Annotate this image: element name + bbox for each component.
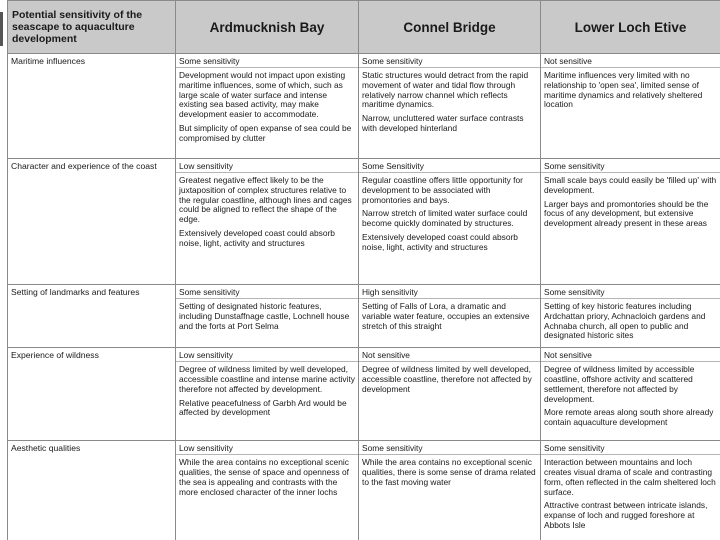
- assessment-cell-connel-bridge: [359, 54, 541, 159]
- row-criterion-label: Aesthetic qualities: [8, 441, 176, 540]
- sensitivity-level: Some sensitivity: [541, 443, 720, 455]
- site-header-lower-loch-etive: Lower Loch Etive: [541, 1, 720, 54]
- assessment-paragraph: Maritime influences very limited with no relationship to 'open sea', limited sense of maritime dynamics and relatively sheltered location: [544, 70, 703, 110]
- assessment-cell-connel-bridge: [359, 441, 541, 540]
- assessment-paragraph: Static structures would detract from the rapid movement of water and tidal flow through relatively narrow channel which reflects maritime dynamics.: [362, 70, 529, 110]
- assessment-paragraph: Setting of Falls of Lora, a dramatic and variable water feature, occupies an extensive stretch of this straight: [362, 301, 530, 331]
- sensitivity-level: Some sensitivity: [541, 161, 720, 173]
- assessment-cell-lower-loch-etive: [541, 159, 720, 285]
- assessment-paragraph: Small scale bays could easily be 'filled up' with development.: [544, 175, 717, 195]
- assessment-paragraph: Interaction between mountains and loch creates visual drama of scale and contrasting form, often reflected in the calm sheltered loch surface.: [544, 457, 716, 497]
- assessment-cell-ardmucknish-bay: [176, 348, 359, 441]
- assessment-cell-connel-bridge: [359, 285, 541, 348]
- site-header-ardmucknish-bay: Ardmucknish Bay: [176, 1, 359, 54]
- assessment-paragraph: Narrow, uncluttered water surface contrasts with developed hinterland: [362, 113, 524, 133]
- assessment-paragraph: Setting of designated historic features, including Dunstaffnage castle, Lochnell house and the forts at Port Selma: [179, 301, 350, 331]
- assessment-cell-ardmucknish-bay: [176, 285, 359, 348]
- assessment-paragraph: Larger bays and promontories should be the focus of any development, but extensive development already present in these areas: [544, 198, 709, 229]
- assessment-paragraph: Extensively developed coast could absorb noise, light, activity and structures: [362, 231, 518, 252]
- assessment-paragraph: Regular coastline offers little opportunity for development to be associated with promontories and bays.: [362, 175, 523, 205]
- sensitivity-level: Not sensitive: [359, 350, 540, 362]
- table-row: [8, 441, 720, 540]
- assessment-cell-lower-loch-etive: [541, 441, 720, 540]
- row-criterion-label: Experience of wildness: [8, 348, 176, 441]
- assessment-cell-ardmucknish-bay: [176, 441, 359, 540]
- row-criterion-label: Maritime influences: [8, 54, 176, 159]
- sensitivity-level: Some sensitivity: [176, 56, 358, 68]
- sensitivity-level: High sensitivity: [359, 287, 540, 299]
- row-criterion-label: Character and experience of the coast: [8, 159, 176, 285]
- site-header-connel-bridge: Connel Bridge: [359, 1, 541, 54]
- assessment-paragraph: While the area contains no exceptional scenic qualities, the sense of space and openness of the sea is appealing and contrasts with the more enclosed character of the inner lochs: [179, 457, 349, 497]
- left-edge-mark: [0, 12, 3, 46]
- table-header-row: [8, 1, 720, 54]
- sensitivity-level: Some Sensitivity: [359, 161, 540, 173]
- table-row: [8, 54, 720, 159]
- row-criterion-label: Setting of landmarks and features: [8, 285, 176, 348]
- assessment-cell-lower-loch-etive: [541, 348, 720, 441]
- assessment-paragraph: Extensively developed coast could absorb noise, light, activity and structures: [179, 227, 335, 248]
- assessment-paragraph: Greatest negative effect likely to be the juxtaposition of complex structures relative to the regular coastline, although lines and cages could be aligned to reflect the shape of the edge.: [179, 175, 352, 225]
- assessment-cell-connel-bridge: [359, 348, 541, 441]
- assessment-paragraph: Narrow stretch of limited water surface could become quickly dominated by structures.: [362, 208, 528, 229]
- sensitivity-level: Some sensitivity: [541, 287, 720, 299]
- sensitivity-level: Not sensitive: [541, 56, 720, 68]
- sensitivity-level: Low sensitivity: [176, 350, 358, 362]
- sensitivity-level: Some sensitivity: [359, 443, 540, 455]
- assessment-cell-lower-loch-etive: [541, 54, 720, 159]
- criterion-header: Potential sensitivity of the seascape to aquaculture development: [8, 1, 176, 54]
- sensitivity-level: Not sensitive: [541, 350, 720, 362]
- assessment-paragraph: Degree of wildness limited by well developed, accessible coastline, therefore not affected by development: [362, 364, 532, 394]
- assessment-cell-connel-bridge: [359, 159, 541, 285]
- sensitivity-level: Some sensitivity: [359, 56, 540, 68]
- table-row: [8, 159, 720, 285]
- assessment-cell-lower-loch-etive: [541, 285, 720, 348]
- assessment-paragraph: Attractive contrast between intricate islands, expanse of loch and rugged foreshore at Abbots Isle: [544, 500, 708, 530]
- sensitivity-level: Some sensitivity: [176, 287, 358, 299]
- table-row: [8, 348, 720, 441]
- assessment-cell-ardmucknish-bay: [176, 54, 359, 159]
- assessment-paragraph: While the area contains no exceptional scenic qualities, there is some sense of drama related to the fast moving water: [362, 457, 536, 487]
- assessment-paragraph: More remote areas along south shore already contain aquaculture development: [544, 407, 714, 428]
- table-row: [8, 285, 720, 348]
- assessment-paragraph: Development would not impact upon existing maritime influences, some of which, such as large scale of water surface and intense existing sea based activity, may make development easier to accommodate.: [179, 70, 346, 120]
- assessment-paragraph: Degree of wildness limited by accessible coastline, offshore activity and scattered settlement, therefore not affected by development.: [544, 364, 695, 404]
- assessment-paragraph: But simplicity of open expanse of sea could be compromised by clutter: [179, 122, 352, 143]
- assessment-paragraph: Degree of wildness limited by well developed, accessible coastline and intense marine activity therefore not affected by development.: [179, 364, 355, 394]
- sensitivity-table: [7, 0, 720, 540]
- assessment-cell-ardmucknish-bay: [176, 159, 359, 285]
- assessment-paragraph: Relative peacefulness of Garbh Ard would be affected by development: [179, 397, 347, 418]
- assessment-paragraph: Setting of key historic features including Ardchattan priory, Achnacloich gardens and Achnaba church, all open to public and designated historic sites: [544, 301, 706, 341]
- sensitivity-level: Low sensitivity: [176, 161, 358, 173]
- sensitivity-level: Low sensitivity: [176, 443, 358, 455]
